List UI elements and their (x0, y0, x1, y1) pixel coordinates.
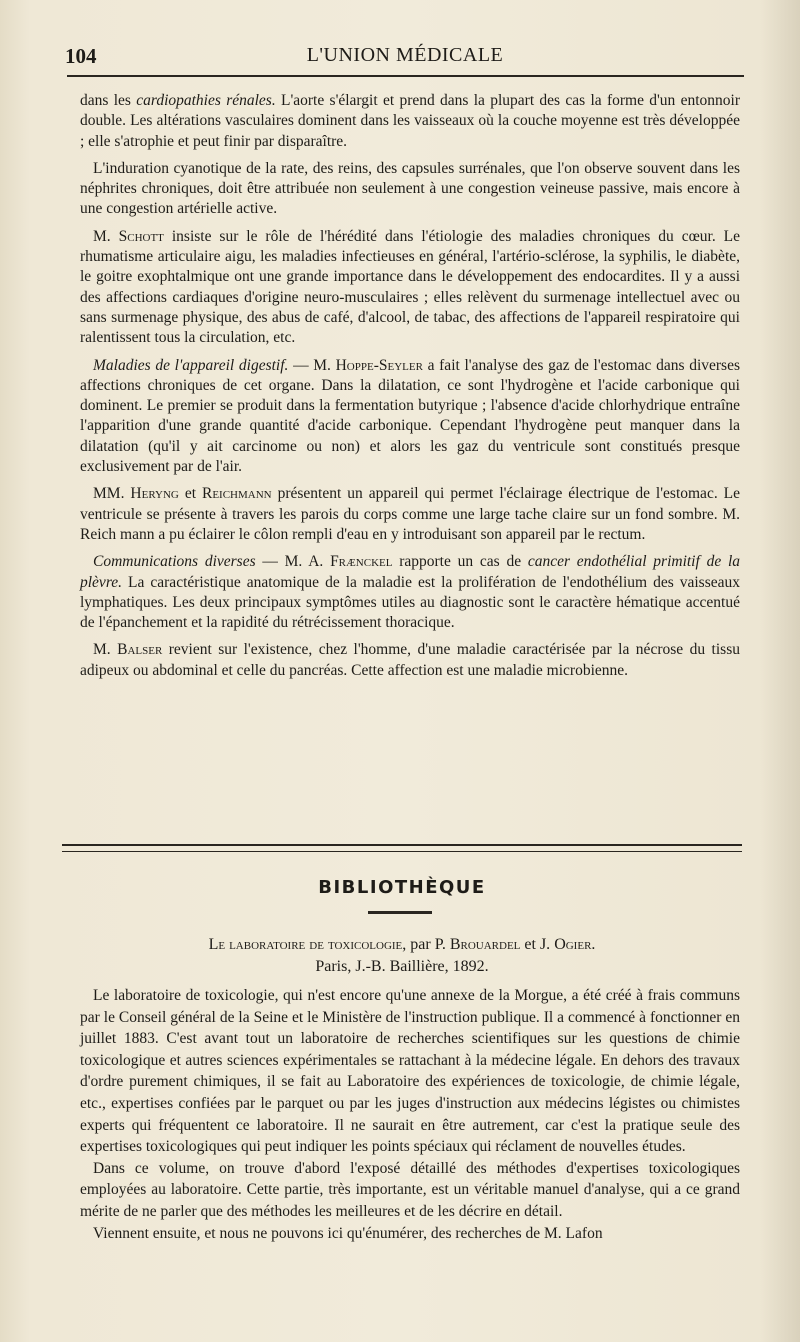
author-name: Ogier. (554, 936, 596, 953)
text: par P. (406, 936, 450, 953)
paragraph-communications (80, 552, 740, 633)
author-name: Reichmann (202, 485, 272, 503)
author-name: Schott (118, 227, 164, 245)
text: — M. (288, 356, 336, 374)
book-title-line (62, 934, 742, 956)
book-title: Le laboratoire de toxicologie, (208, 936, 407, 953)
paragraph-induration: L'induration cyanotique de la rate, des reins, des capsules surrénales, que l'on observe souvent dans les néphrites chroniques, doit être attribuée non seulement à une congestion veineuse passive, mais encore à une congestion artérielle active. (80, 159, 740, 218)
text: insiste sur le rôle de l'hérédité dans l'étiologie des maladies chroniques du cœur. Le rhumatisme articulaire aigu, les maladies infectieuses en général, l'artério-sclérose, la syphilis, le diabète, le goitre exophtalmique ont une grande importance dans le développement des endocardites. Il y a aussi des affections cardiaques d'origine neuro-musculaires ; elles relèvent du surmenage intellectuel avec ou sans surmenage physique, des abus de café, d'alcool, de tabac, des affections de l'appareil respiratoire qui ralentissent tous la circulation, etc. (80, 227, 740, 347)
text: dans les (80, 92, 137, 109)
text: rapporte un cas de (392, 553, 528, 571)
text: — M. A. (255, 553, 331, 571)
section-heading: Communications diverses (93, 553, 256, 571)
page-header (65, 40, 745, 80)
page-number: 104 (65, 44, 97, 68)
review-paragraph: Viennent ensuite, et nous ne pouvons ici qu'énumérer, des recherches de M. Lafon (93, 1224, 603, 1242)
review-paragraph: Dans ce volume, on trouve d'abord l'exposé détaillé des méthodes d'expertises toxicologiques employées au laboratoire. Cette partie, très importante, est un véritable manuel d'analyse, qui a ce grand mérite de ne parler que des méthodes les meilleures et de les décrire en détail. (80, 1159, 740, 1220)
running-title: L'UNION MÉDICALE (306, 44, 504, 66)
paragraph-balser (80, 640, 740, 681)
author-name: Balser (117, 641, 163, 659)
header-rule (67, 75, 744, 77)
author-name: Frænckel (330, 553, 393, 571)
text: et J. (520, 936, 555, 953)
paragraph-digestif (80, 356, 740, 478)
text: a fait l'analyse des gaz de l'estomac dans diverses affections chroniques de cet organe. Dans la dilatation, ce sont l'hydrogène et l'acide carbonique qui dominent. Le premier se produit dans la fermentation butyrique ; l'absence d'acide chlorhydrique entraîne l'apparition d'une grande quantité d'acide carbonique. Cependant l'hydrogène peut manquer dans la dilatation (qu'il y ait carcinome ou non) et alors les gaz du ventricule sont constitués presque exclusivement par de l'air. (80, 356, 740, 476)
paragraph-heryng (80, 484, 740, 545)
author-name: Hoppe-Seyler (335, 356, 423, 374)
section-title: BIBLIOTHÈQUE (318, 877, 486, 898)
text: et (178, 485, 202, 503)
text: M. (93, 227, 119, 245)
text: présentent un appareil qui permet l'éclairage électrique de l'estomac. Le ventricule se présente à travers les parois du corps comme une large tache claire sur un fond sombre. M. Reich mann a pu éclairer le côlon rempli d'eau en y introduisant son appareil par le rectum. (80, 485, 740, 543)
italic-term: cardiopathies rénales. (136, 92, 276, 109)
text: M. (93, 641, 118, 659)
review-paragraph: Le laboratoire de toxicologie, qui n'est encore qu'une annexe de la Morgue, a été créé à frais communs par le Conseil général de la Seine et le Ministère de l'instruction publique. Il a commencé à fonctionner en juillet 1883. C'est avant tout un laboratoire de recherches scientifiques sur les questions de chimie toxicologique et autres sciences expérimentales se rattachant à la médecine légale. En dehors des travaux d'ordre purement chimiques, il se fait au Laboratoire des expériences de toxicologie, de chimie légale, etc., expertises confiées par le parquet ou par les juges d'instruction aux médecins légistes ou chimistes experts qui fréquentent ce laboratoire. Il ne saurait en être autrement, car c'est la pratique seule des expertises toxicologiques qui peut indiquer les points spéciaux qui réclament de nouvelles études. (80, 987, 740, 1156)
title-underline (368, 911, 432, 914)
book-imprint: Paris, J.-B. Baillière, 1892. (315, 958, 489, 975)
text: MM. (93, 485, 131, 503)
section-divider (62, 844, 742, 852)
section-heading: Maladies de l'appareil digestif. (93, 356, 289, 374)
book-reference (62, 934, 742, 978)
paragraph-cardiopathies (80, 91, 740, 152)
text: revient sur l'existence, chez l'homme, d'une maladie caractérisée par la nécrose du tissu adipeux ou abdominal et celle du pancréas. Cette affection est une maladie microbienne. (80, 641, 740, 679)
article-body (80, 91, 740, 688)
paragraph-schott (80, 227, 740, 349)
text: L'aorte s'élargit et prend dans la plupart des cas la forme d'un entonnoir double. Les altérations vasculaires dominent dans les vaisseaux où la couche moyenne est très développée ; elle s'atrophie et peut finir par disparaître. (80, 92, 740, 150)
author-name: Heryng (130, 485, 179, 503)
author-name: Brouardel (449, 936, 521, 953)
text: La caractéristique anatomique de la maladie est la prolifération de l'endothélium des vaisseaux lymphatiques. Les deux principaux symptômes utiles au diagnostic sont le caractère hématique accentué de l'épanchement et la rapidité du rétrécissement thoracique. (80, 573, 740, 632)
review-body (80, 985, 740, 1244)
italic-term: cancer endothélial primitif de la plèvre. (80, 553, 741, 591)
